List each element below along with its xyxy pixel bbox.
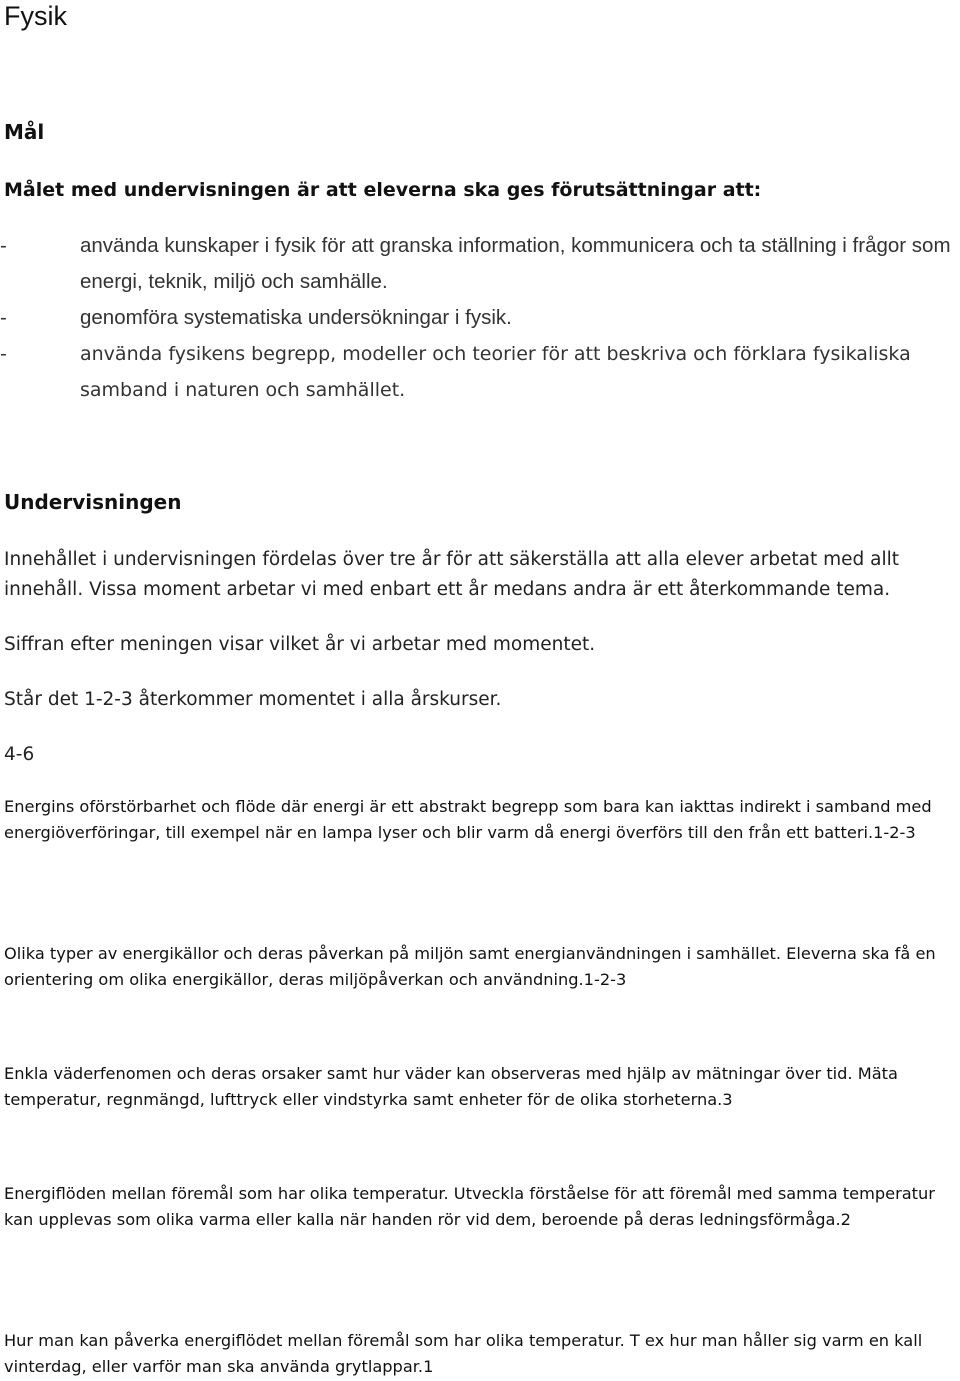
goal-lead: Målet med undervisningen är att eleverna ska ges förutsättningar att: [4,179,762,201]
content-section: Olika typer av energikällor och deras påverkan på miljön samt energianvändningen i samhället. Eleverna ska få en orientering om olika energikällor, deras miljöpåverkan och användning.1-2-3 [4,944,936,989]
teaching-paragraph: Innehållet i undervisningen fördelas över tre år för att säkerställa att alla elever arbetat med allt innehåll. Vissa moment arbetar vi med enbart ett år medans andra är ett återkommande tema. [4,549,900,600]
page-title: Fysik [4,1,67,31]
goal-item: - använda fysikens begrepp, modeller och teorier för att beskriva och förklara fysikaliska samband i naturen och samhället. [40,336,960,408]
content-section: Enkla väderfenomen och deras orsaker samt hur väder kan observeras med hjälp av mätningar över tid. Mäta temperatur, regnmängd, lufttryck eller vindstyrka samt enheter för de olika storheterna.3 [4,1064,898,1109]
list-dash: - [0,343,7,365]
content-section: Hur man kan påverka energiflödet mellan föremål som har olika temperatur. T ex hur man håller sig varm en kall vinterdag, eller varför man ska använda grytlappar.1 [4,1331,923,1376]
goal-heading: Mål [4,120,45,144]
goal-item: - använda kunskaper i fysik för att granska information, kommunicera och ta ställning i frågor som energi, teknik, miljö och samhälle. [40,228,960,300]
grade-range: 4-6 [4,744,35,765]
goal-item: - genomföra systematiska undersökningar i fysik. [40,300,960,336]
goal-list [0,228,960,408]
teaching-paragraph: Siffran efter meningen visar vilket år vi arbetar med momentet. [4,634,596,655]
list-dash: - [0,306,7,329]
teaching-heading: Undervisningen [4,490,182,514]
content-section: Energiflöden mellan föremål som har olika temperatur. Utveckla förståelse för att föremål med samma temperatur kan upplevas som olika varma eller kalla när handen rör vid dem, beroende på deras ledningsförmåga.2 [4,1184,935,1229]
list-dash: - [0,234,7,257]
content-section: Energins oförstörbarhet och flöde där energi är ett abstrakt begrepp som bara kan iakttas indirekt i samband med energiöverföringar, till exempel när en lampa lyser och blir varm då energi överförs till den från ett batteri.1-2-3 [4,797,932,842]
teaching-paragraph: Står det 1-2-3 återkommer momentet i alla årskurser. [4,689,502,710]
